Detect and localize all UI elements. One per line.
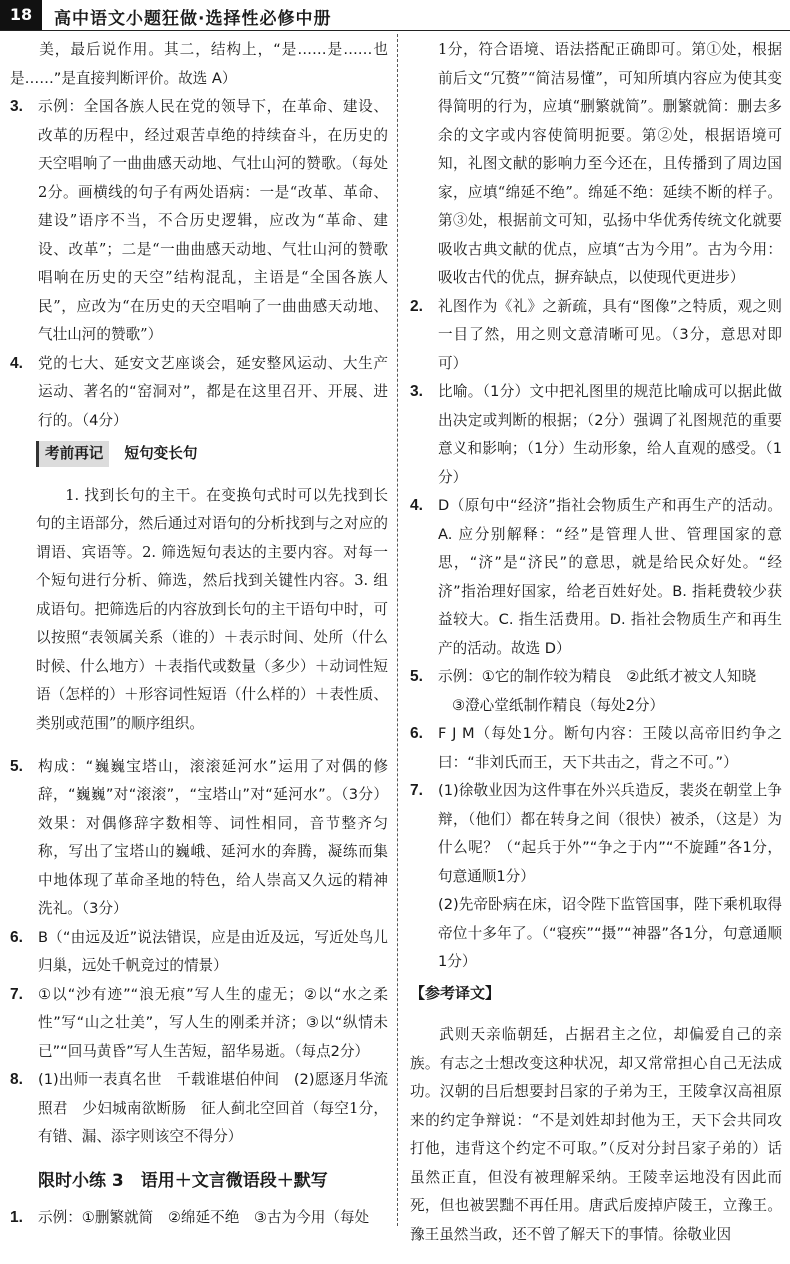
answer-3: [410, 378, 782, 492]
answer-6: [410, 720, 782, 777]
answer-part-2: (2)先帝卧病在床，诏令陛下监管国事，陛下乘机取得帝位十多年了。（“寝疾”“摄”“神器”各1分，句意通顺1分）: [438, 896, 782, 970]
answer-number: 7.: [10, 985, 23, 1003]
answer-text: 党的七大、延安文艺座谈会，延安整风运动、大生产运动、著名的“窑洞对”，都是在这里召开、开展、进行的。（4分）: [38, 354, 388, 429]
answer-number: 7.: [410, 782, 423, 799]
answer-number: 3.: [410, 383, 423, 400]
answer-note: （每处2分。画横线的句子有两处语病：一是“改革、革命、建设”语序不当，不合历史逻辑，应改为“革命、建设、改革”；二是“一曲曲感天动地、气壮山河的赞歌唱响在历史的天空”结构混乱，主语是“全国各族人民”，应改为“在历史的天空唱响了一曲曲感天动地、气壮山河的赞歌”）: [38, 155, 388, 343]
answer-text-2: ③澄心堂纸制作精良（每处2分）: [452, 696, 665, 714]
answer-text: F J M（每处1分。断句内容：王陵以高帝旧约争之曰：“非刘氏而王，天下共击之，背之不可。”）: [438, 725, 782, 771]
tip-title: 短句变长句: [124, 445, 198, 462]
answer-text: (1)出师一表真名世 千载谁堪伯仲间 (2)愿逐月华流照君 少妇城南欲断肠 征人蓟北空回首: [38, 1071, 388, 1117]
reference-translation-heading: 【参考译文】: [410, 983, 501, 1002]
answer-text: D（原句中“经济”指社会物质生产和再生产的活动。A. 应分别解释：“经”是管理人世、管理国家的意思，“济”是“济民”的意思，就是给民众好处。“经济”指治理好国家，给老百姓好处。B. 指耗费较少获益较大。C. 指生活费用。D. 指社会物质生产和再生产的活动。故选 D）: [438, 497, 782, 657]
answer-text: 比喻。（1分）文中把礼图里的规范比喻成可以据此做出决定或判断的根据；（2分）强调了礼图规范的重要意义和影响；（1分）生动形象，给人直观的感受。（1分）: [438, 383, 782, 486]
answer-2: [410, 293, 782, 379]
answer-text: 示例：全国各族人民在党的领导下，在革命、建设、改革的历程中，经过艰苦卓绝的持续奋斗，在历史的天空唱响了一曲曲感天动地、气壮山河的赞歌。: [38, 98, 388, 172]
book-title: 高中语文小题狂做·选择性必修中册: [54, 9, 332, 29]
answer-note: （每空1分，有错、漏、添字则该空不得分）: [38, 1099, 388, 1146]
answer-number: 6.: [10, 928, 23, 946]
answer-part-1: (1)徐敬业因为这件事在外兴兵造反，裴炎在朝堂上争辩，（他们）都在转身之间（很快）被杀，（这是）为什么呢？（“起兵于外”“争之于内”“不旋踵”各1分，句意通顺1分）: [438, 782, 782, 885]
answer-7: [410, 777, 782, 977]
answer-4: [410, 492, 782, 663]
answer-number: 4.: [410, 497, 423, 514]
column-divider: [397, 34, 398, 1226]
answer-text: 示例：①删繁就简 ②绵延不绝 ③古为今用（每处: [38, 1208, 370, 1226]
answer-text: 示例：①它的制作较为精良 ②此纸才被文人知晓: [438, 668, 757, 685]
answer-7: [10, 981, 388, 1067]
answer-6: [10, 924, 388, 981]
answer-number: 3.: [10, 98, 23, 115]
answer-number: 4.: [10, 354, 23, 372]
tip-body: 1. 找到长句的主干。在变换句式时可以先找到长句的主语部分，然后通过对语句的分析找到与之对应的谓语、宾语等。2. 筛选短句表达的主要内容。对每一个短句进行分析、筛选，然后找到关键性内容。3. 组成语句。把筛选后的内容放到长句的主干语句中时，可以按照“表领属关系（谁的）＋表示时间、处所（什么时候、什么地方）＋表指代或数量（多少）＋动词性短语（怎样的）＋形容词性短语（什么样的）＋表性质、类别或范围”的顺序组织。: [36, 486, 388, 732]
left-column: [10, 36, 388, 1232]
answer-3: [10, 93, 388, 350]
answer-number: 5.: [10, 757, 23, 775]
answer-text: 礼图作为《礼》之新疏，具有“图像”之特质，观之则一目了然，用之则文意清晰可见。（3分，意思对即可）: [438, 297, 782, 372]
continued-answer: 1分，符合语境、语法搭配正确即可。第①处，根据前后文“冗赘”“简洁易懂”，可知所填内容应为使其变得简明的行为，应填“删繁就简”。删繁就简：删去多余的文字或内容使简明扼要。第②处，根据语境可知，礼图文献的影响力至今还在，且传播到了周边国家，应填“绵延不绝”。绵延不绝：延续不断的样子。第③处，根据前文可知，弘扬中华优秀传统文化就要吸收古典文献的优点，应填“古为今用”。古为今用：吸收古代的优点，摒弃缺点，以使现代更进步）: [438, 41, 782, 286]
answer-5: [410, 663, 782, 720]
answer-number: 5.: [410, 668, 423, 685]
right-column: [410, 36, 782, 1264]
answer-number: 6.: [410, 725, 423, 742]
answer-5: [10, 753, 388, 924]
continued-answer: 美，最后说作用。其二，结构上，“是……是……也是……”是直接判断评价。故选 A）: [10, 41, 388, 87]
answer-4: [10, 350, 388, 436]
answer-text: B（“由远及近”说法错误，应是由近及远，写近处鸟儿归巢，远处千帆竞过的情景）: [38, 928, 388, 975]
answer-text: 构成：“巍巍宝塔山，滚滚延河水”运用了对偶的修辞，“巍巍”对“滚滚”，“宝塔山”对“延河水”。（3分）效果：对偶修辞字数相等、词性相同，音节整齐匀称，写出了宝塔山的巍峨、延河水的奔腾，凝练而集中地体现了革命圣地的特色，给人崇高又久远的精神洗礼。（3分）: [38, 757, 388, 918]
page-number: 18: [0, 0, 42, 30]
tip-tag: 考前再记: [36, 441, 109, 467]
answer-number: 1.: [10, 1208, 23, 1226]
section-title: 限时小练 3 语用＋文言微语段＋默写: [38, 1170, 328, 1191]
page-header: [0, 0, 790, 31]
answer-number: 2.: [410, 297, 423, 315]
answer-s1: [10, 1204, 388, 1233]
answer-8: [10, 1066, 388, 1152]
answer-number: 8.: [10, 1071, 23, 1089]
answer-text: ①以“沙有迹”“浪无痕”写人生的虚无；②以“水之柔性”写“山之壮美”，写人生的刚柔并济；③以“纵情未已”“回马黄昏”写人生苦短，韶华易逝。（每点2分）: [38, 985, 388, 1060]
tip-heading: [36, 441, 388, 467]
reference-translation-body: 武则天亲临朝廷，占据君主之位，却偏爱自己的亲族。有志之士想改变这种状况，却又常常担心自己无法成功。汉朝的吕后想要封吕家的子弟为王，王陵拿汉高祖原来的约定争辩说：“不是刘姓却封他为王，天下会共同攻打他，违背这个约定不可取。”（反对分封吕家子弟的）话虽然正直，但没有被理解采纳。王陵幸运地没有因此而死，但也被罢黜不再任用。唐武后废掉庐陵王，立豫王。豫王虽然当政，还不曾了解天下的事情。徐敬业因: [410, 1026, 782, 1243]
